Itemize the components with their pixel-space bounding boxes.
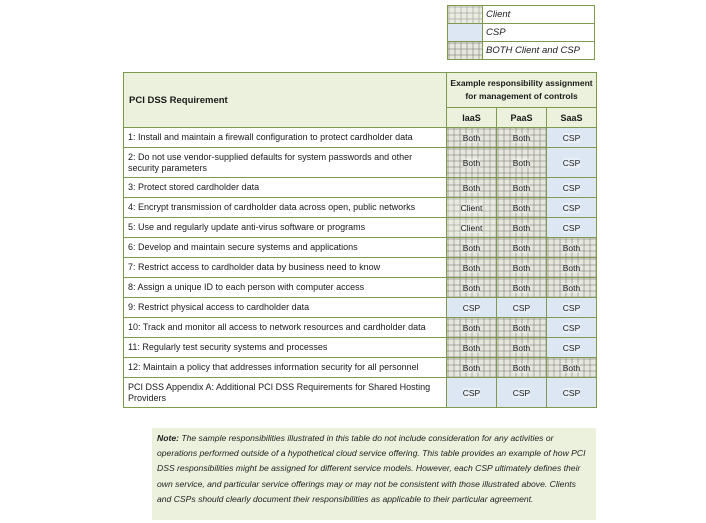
responsibility-value: Both	[462, 362, 481, 373]
responsibility-value: CSP	[512, 302, 531, 313]
responsibility-value: CSP	[562, 302, 581, 313]
responsibility-value: Both	[562, 262, 581, 273]
responsibility-value: CSP	[562, 322, 581, 333]
example-header-line2: for management of controls	[465, 91, 578, 101]
responsibility-cell-iaas	[447, 238, 497, 258]
responsibility-cell-paas	[497, 128, 547, 148]
note-box	[152, 428, 596, 520]
requirement-cell: PCI DSS Appendix A: Additional PCI DSS Requirements for Shared Hosting Providers	[124, 378, 447, 408]
responsibility-value: Both	[462, 322, 481, 333]
responsibility-cell-paas	[497, 238, 547, 258]
model-header-saas: SaaS	[547, 108, 597, 128]
responsibility-cell-paas	[497, 178, 547, 198]
model-header-paas: PaaS	[497, 108, 547, 128]
requirement-header: PCI DSS Requirement	[124, 73, 447, 128]
responsibility-cell-paas	[497, 318, 547, 338]
table-row	[124, 258, 597, 278]
table-row	[124, 358, 597, 378]
responsibility-value: CSP	[562, 157, 581, 168]
responsibility-cell-iaas	[447, 298, 497, 318]
responsibility-cell-paas	[497, 378, 547, 408]
responsibility-cell-paas	[497, 218, 547, 238]
responsibility-cell-iaas	[447, 358, 497, 378]
responsibility-cell-iaas	[447, 378, 497, 408]
responsibility-cell-paas	[497, 278, 547, 298]
table-row	[124, 238, 597, 258]
table-row	[124, 198, 597, 218]
responsibility-cell-saas	[547, 148, 597, 178]
responsibility-table	[123, 72, 597, 408]
responsibility-value: Both	[462, 157, 481, 168]
table-row	[124, 178, 597, 198]
responsibility-cell-paas	[497, 258, 547, 278]
responsibility-cell-paas	[497, 358, 547, 378]
requirement-cell: 11: Regularly test security systems and processes	[124, 338, 447, 358]
responsibility-cell-saas	[547, 218, 597, 238]
requirement-cell: 4: Encrypt transmission of cardholder data across open, public networks	[124, 198, 447, 218]
responsibility-value: Both	[512, 262, 531, 273]
responsibility-cell-iaas	[447, 318, 497, 338]
responsibility-cell-saas	[547, 178, 597, 198]
responsibility-cell-saas	[547, 238, 597, 258]
responsibility-value: Both	[462, 132, 481, 143]
responsibility-value: Both	[512, 202, 531, 213]
responsibility-value: Both	[562, 282, 581, 293]
responsibility-value: Client	[460, 222, 483, 233]
responsibility-value: Both	[462, 262, 481, 273]
responsibility-cell-saas	[547, 358, 597, 378]
responsibility-value: CSP	[562, 342, 581, 353]
responsibility-value: Both	[512, 132, 531, 143]
responsibility-cell-iaas	[447, 128, 497, 148]
requirement-cell: 1: Install and maintain a firewall configuration to protect cardholder data	[124, 128, 447, 148]
responsibility-cell-iaas	[447, 278, 497, 298]
table-row	[124, 278, 597, 298]
responsibility-value: CSP	[562, 202, 581, 213]
legend-label: CSP	[483, 24, 595, 42]
legend-label: BOTH Client and CSP	[483, 42, 595, 60]
legend-swatch-csp	[448, 24, 483, 42]
responsibility-cell-iaas	[447, 258, 497, 278]
responsibility-value: Both	[512, 242, 531, 253]
responsibility-value: CSP	[512, 387, 531, 398]
legend	[447, 5, 595, 60]
example-header-line1: Example responsibility assignment	[450, 78, 593, 88]
responsibility-cell-paas	[497, 298, 547, 318]
legend-swatch-both	[448, 42, 483, 60]
requirement-cell: 7: Restrict access to cardholder data by business need to know	[124, 258, 447, 278]
responsibility-cell-iaas	[447, 338, 497, 358]
responsibility-cell-paas	[497, 148, 547, 178]
requirement-cell: 2: Do not use vendor-supplied defaults for system passwords and other security parameters	[124, 148, 447, 178]
responsibility-cell-iaas	[447, 178, 497, 198]
responsibility-value: CSP	[562, 387, 581, 398]
note-label: Note:	[157, 433, 179, 443]
table-row	[124, 128, 597, 148]
responsibility-value: Both	[512, 362, 531, 373]
requirement-cell: 5: Use and regularly update anti-virus software or programs	[124, 218, 447, 238]
legend-swatch-client	[448, 6, 483, 24]
responsibility-value: Both	[512, 342, 531, 353]
responsibility-value: Both	[462, 242, 481, 253]
requirement-cell: 8: Assign a unique ID to each person with computer access	[124, 278, 447, 298]
requirement-cell: 3: Protect stored cardholder data	[124, 178, 447, 198]
responsibility-value: CSP	[462, 387, 481, 398]
responsibility-value: Both	[512, 282, 531, 293]
responsibility-value: Both	[512, 222, 531, 233]
responsibility-value: CSP	[562, 182, 581, 193]
responsibility-cell-saas	[547, 198, 597, 218]
responsibility-value: Both	[462, 182, 481, 193]
responsibility-value: Both	[512, 157, 531, 168]
table-row	[124, 378, 597, 408]
responsibility-cell-saas	[547, 338, 597, 358]
responsibility-cell-paas	[497, 198, 547, 218]
responsibility-cell-saas	[547, 378, 597, 408]
responsibility-cell-saas	[547, 128, 597, 148]
requirement-cell: 12: Maintain a policy that addresses information security for all personnel	[124, 358, 447, 378]
responsibility-value: CSP	[562, 132, 581, 143]
responsibility-cell-iaas	[447, 198, 497, 218]
legend-label: Client	[483, 6, 595, 24]
table-row	[124, 298, 597, 318]
legend-row	[448, 24, 595, 42]
responsibility-cell-saas	[547, 278, 597, 298]
requirement-cell: 6: Develop and maintain secure systems and applications	[124, 238, 447, 258]
requirement-cell: 9: Restrict physical access to cardholder data	[124, 298, 447, 318]
note-text: The sample responsibilities illustrated in this table do not include consideration for any activities or operations performed outside of a hypothetical cloud service offering. This table provides an example of how PCI DSS responsibilities might be assigned for different service models. However, each CSP ultimately defines their own service, and particular service offerings may or may not be consistent with those illustrated above. Clients and CSPs should clearly document their responsibilities as applicable to their particular agreement.	[157, 433, 586, 504]
legend-row	[448, 6, 595, 24]
responsibility-cell-saas	[547, 298, 597, 318]
responsibility-cell-iaas	[447, 218, 497, 238]
responsibility-cell-saas	[547, 318, 597, 338]
table-row	[124, 338, 597, 358]
table-row	[124, 148, 597, 178]
responsibility-value: CSP	[462, 302, 481, 313]
responsibility-value: Both	[462, 342, 481, 353]
responsibility-value: Both	[562, 242, 581, 253]
requirement-cell: 10: Track and monitor all access to network resources and cardholder data	[124, 318, 447, 338]
example-header	[447, 73, 597, 108]
responsibility-value: Both	[562, 362, 581, 373]
responsibility-cell-saas	[547, 258, 597, 278]
responsibility-value: Both	[512, 322, 531, 333]
table-row	[124, 318, 597, 338]
responsibility-value: CSP	[562, 222, 581, 233]
responsibility-value: Client	[460, 202, 483, 213]
responsibility-value: Both	[462, 282, 481, 293]
legend-row	[448, 42, 595, 60]
model-header-iaas: IaaS	[447, 108, 497, 128]
table-row	[124, 218, 597, 238]
responsibility-value: Both	[512, 182, 531, 193]
responsibility-cell-paas	[497, 338, 547, 358]
responsibility-cell-iaas	[447, 148, 497, 178]
